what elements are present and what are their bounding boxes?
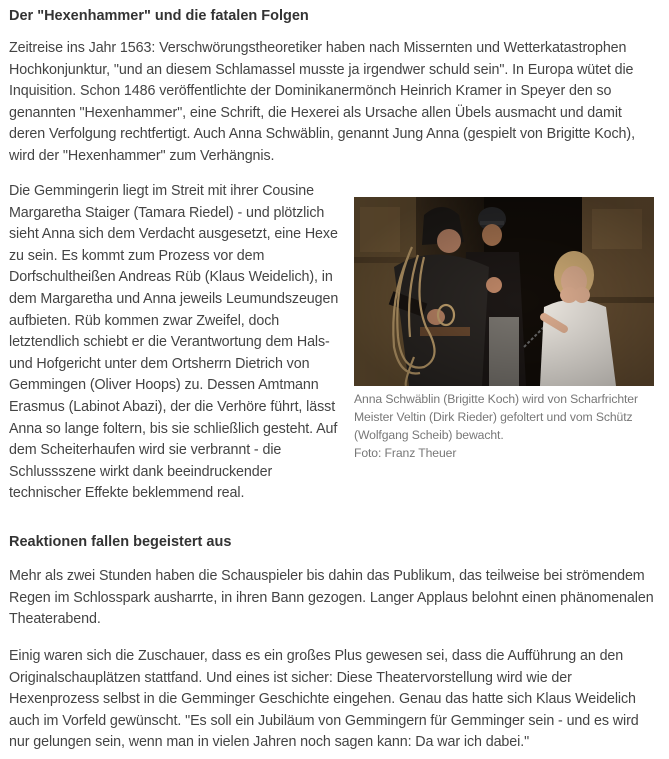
stage-photo[interactable] — [354, 197, 654, 386]
section-heading-hexenhammer: Der "Hexenhammer" und die fatalen Folgen — [9, 8, 309, 24]
paragraph-publikum: Mehr als zwei Stunden haben die Schauspieler bis dahin das Publikum, das teilweise bei strömendem Regen im Schlosspark ausharrte, in ihren Bann gezogen. Langer Applaus belohnt einen phänomenalen Theaterabend. — [9, 568, 654, 628]
section-heading-reaktionen: Reaktionen fallen begeistert aus — [9, 534, 232, 550]
paragraph-zeitreise: Zeitreise ins Jahr 1563: Verschwörungstheoretiker haben nach Missernten und Wetterkatastrophen Hochkonjunktur, "und an diesem Schlamassel musste ja irgendwer schuld sein". In Europa wütet die Inquisition. Schon 1486 veröffentlichte der Dominikanermönch Heinrich Kramer in Speyer den so genannten "Hexenhammer", eine Schrift, die Hexerei als Ursache allen Übels ausmacht und damit deren Verfolgung rechtfertigt. Auch Anna Schwäblin, genannt Jung Anna (gespielt von Brigitte Koch), wird der "Hexenhammer" zum Verhängnis. — [9, 40, 635, 164]
paragraph-gemmingerin: Die Gemmingerin liegt im Streit mit ihrer Cousine Margaretha Staiger (Tamara Riedel) - und plötzlich sieht Anna sich dem Verdacht ausgesetzt, eine Hexe zu sein. Es kommt zum Prozess vor dem Dorfschultheißen Andreas Rüb (Klaus Weidelich), in dem Margaretha und Anna jeweils Leumundszeugen aufbieten. Rüb kommen zwar Zweifel, doch letztendlich schiebt er die Verantwortung dem Hals- und Hofgericht unter dem Ortsherrn Dietrich von Gemmingen (Oliver Hoops) zu. Dessen Amtmann Erasmus (Labinot Abazi), der die Verhöre führt, lässt Anna so lange foltern, bis sie schließlich gesteht. Auf dem Scheiterhaufen wird sie verbrannt - die Schlussszene wirkt dank beeindruckender technischer Effekte beklemmend real. — [9, 183, 339, 502]
photo-figure — [354, 197, 656, 462]
photo-credit: Foto: Franz Theuer — [354, 446, 457, 460]
paragraph-zuschauer: Einig waren sich die Zuschauer, dass es ein großes Plus gewesen sei, dass die Aufführung an den Originalschauplätzen stattfand. Und eines ist sicher: Diese Theatervorstellung wird wie der Hexenprozess selbst in die Gemminger Geschichte eingehen. Genau das hatte sich Klaus Weidelich auch im Vorfeld gewünscht. "Es soll ein Jubiläum von Gemmingern für Gemminger sein - und es wird nur gelungen sein, wenn man in vielen Jahren noch sagen kann: Da war ich dabei." — [9, 648, 639, 751]
photo-caption — [354, 390, 656, 462]
stage-photo-illustration — [354, 197, 654, 386]
caption-text: Anna Schwäblin (Brigitte Koch) wird von Scharfrichter Meister Veltin (Dirk Rieder) gefoltert und vom Schütz (Wolfgang Scheib) bewacht. — [354, 392, 638, 442]
